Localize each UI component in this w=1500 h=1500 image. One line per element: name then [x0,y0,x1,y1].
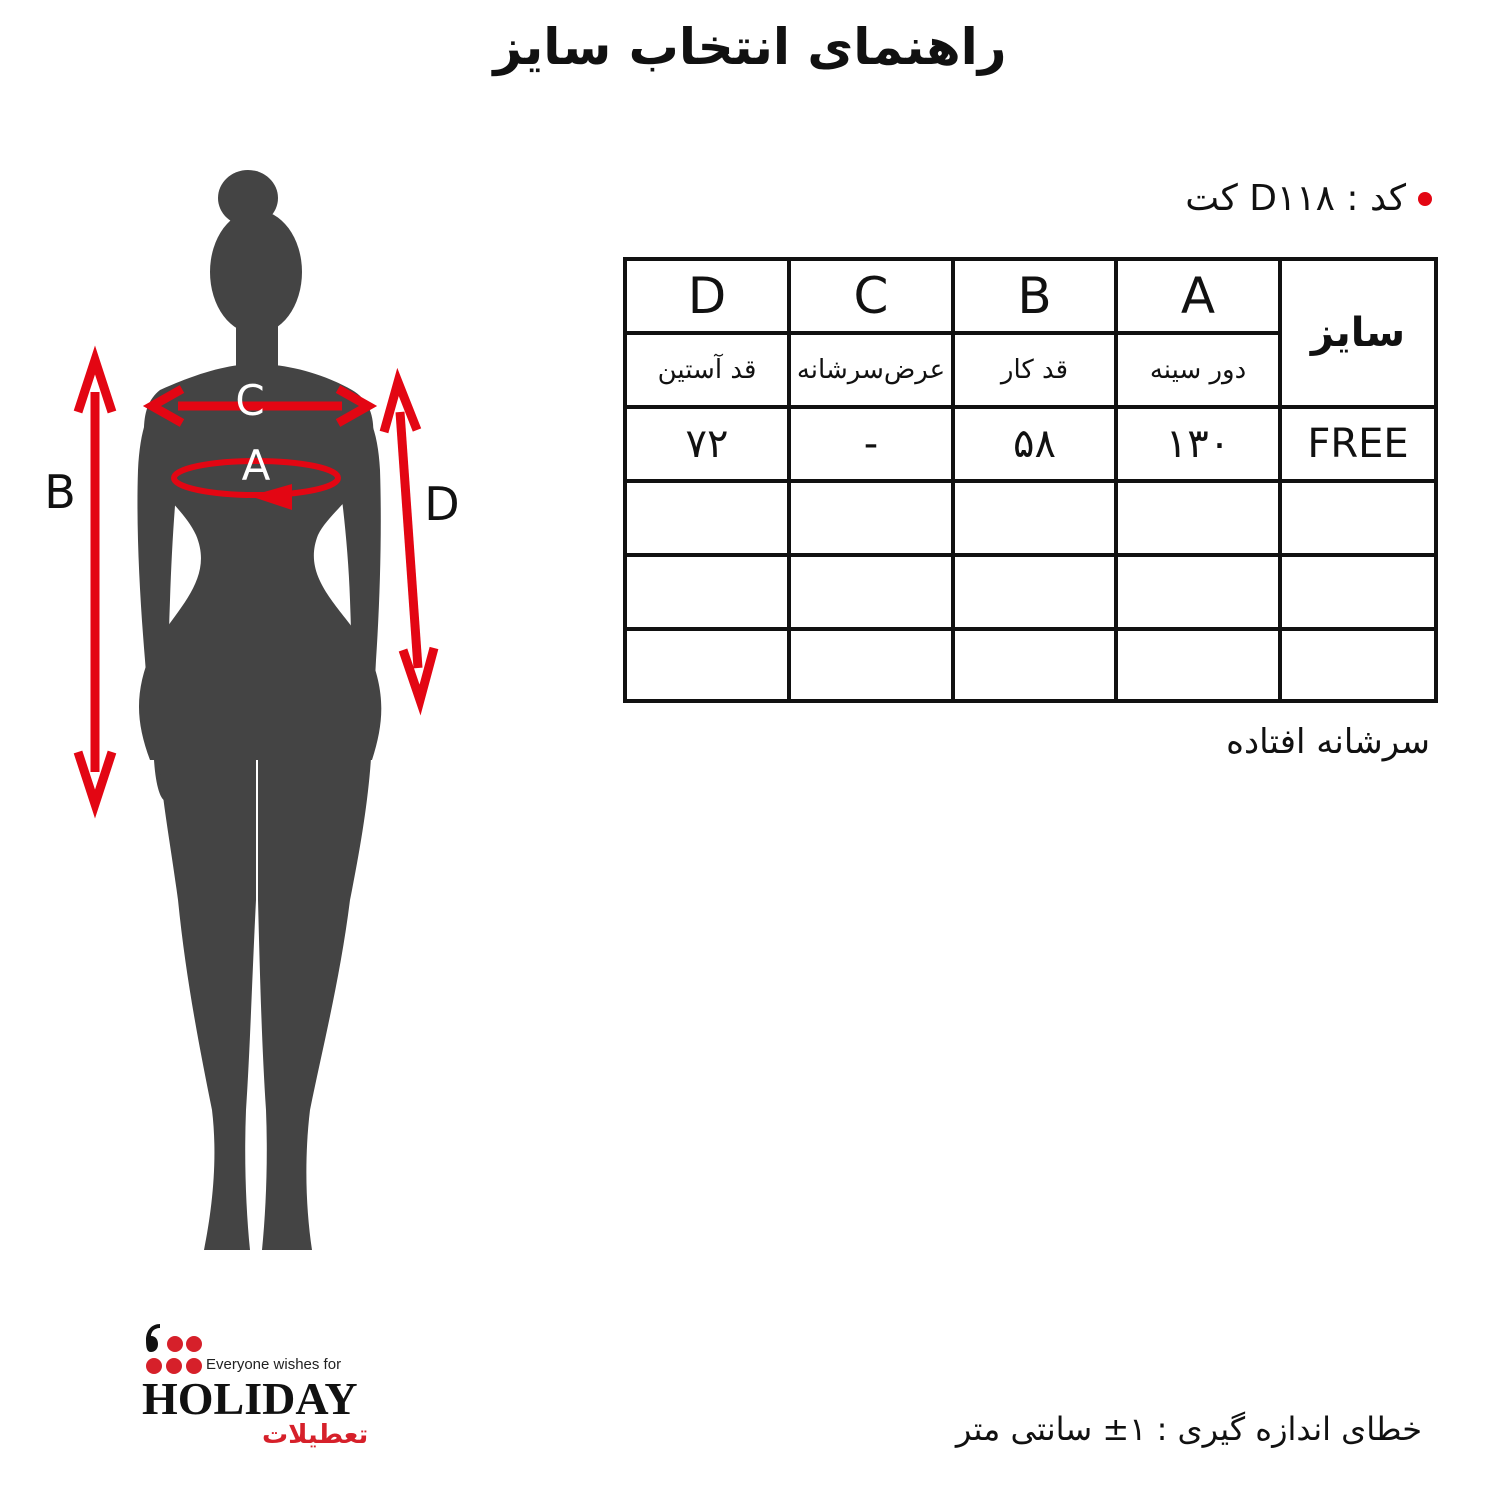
cell-garment-length: ۵۸ [953,407,1116,481]
product-code [1185,178,1432,219]
column-letter-b: B [953,259,1116,333]
logo-tagline: Everyone wishes for [206,1356,342,1373]
cell-size: FREE [1280,407,1436,481]
cell-chest: ۱۳۰ [1116,407,1280,481]
product-code-text: کد : D۱۱۸ کت [1185,178,1406,219]
column-letter-c: C [789,259,953,333]
logo-dots-icon [142,1322,206,1378]
measure-a-label: A [241,441,271,490]
table-row-empty [625,481,1436,555]
table-letter-row [625,259,1436,333]
page-title: راهنمای انتخاب سایز [493,18,1007,76]
bullet-dot-icon [1418,192,1432,206]
cell-shoulder-width: - [789,407,953,481]
measure-d-arrow [384,382,434,700]
female-silhouette [137,170,381,1250]
column-label-chest: دور سینه [1116,333,1280,407]
table-row-empty [625,629,1436,701]
table-row-empty [625,555,1436,629]
column-label-shoulder-width: عرض‌سرشانه [789,333,953,407]
size-header: سایز [1280,259,1436,407]
column-label-sleeve-length: قد آستین [625,333,789,407]
measurement-error-note: خطای اندازه گیری : ۱± سانتی متر [955,1410,1422,1448]
column-label-garment-length: قد کار [953,333,1116,407]
cell-sleeve-length: ۷۲ [625,407,789,481]
column-letter-d: D [625,259,789,333]
logo-brand: HOLIDAY [142,1373,358,1424]
measure-d-label: D [424,477,460,531]
measure-b-label: B [44,465,76,519]
body-measurement-figure [0,150,520,1270]
holiday-logo [142,1322,382,1462]
shoulder-note: سرشانه افتاده [1226,722,1430,762]
column-letter-a: A [1116,259,1280,333]
measure-b-arrow [78,360,112,804]
table-row [625,407,1436,481]
logo-brand-fa: تعطیلات [262,1420,369,1450]
measure-c-label: C [235,376,265,425]
size-table [623,257,1438,703]
